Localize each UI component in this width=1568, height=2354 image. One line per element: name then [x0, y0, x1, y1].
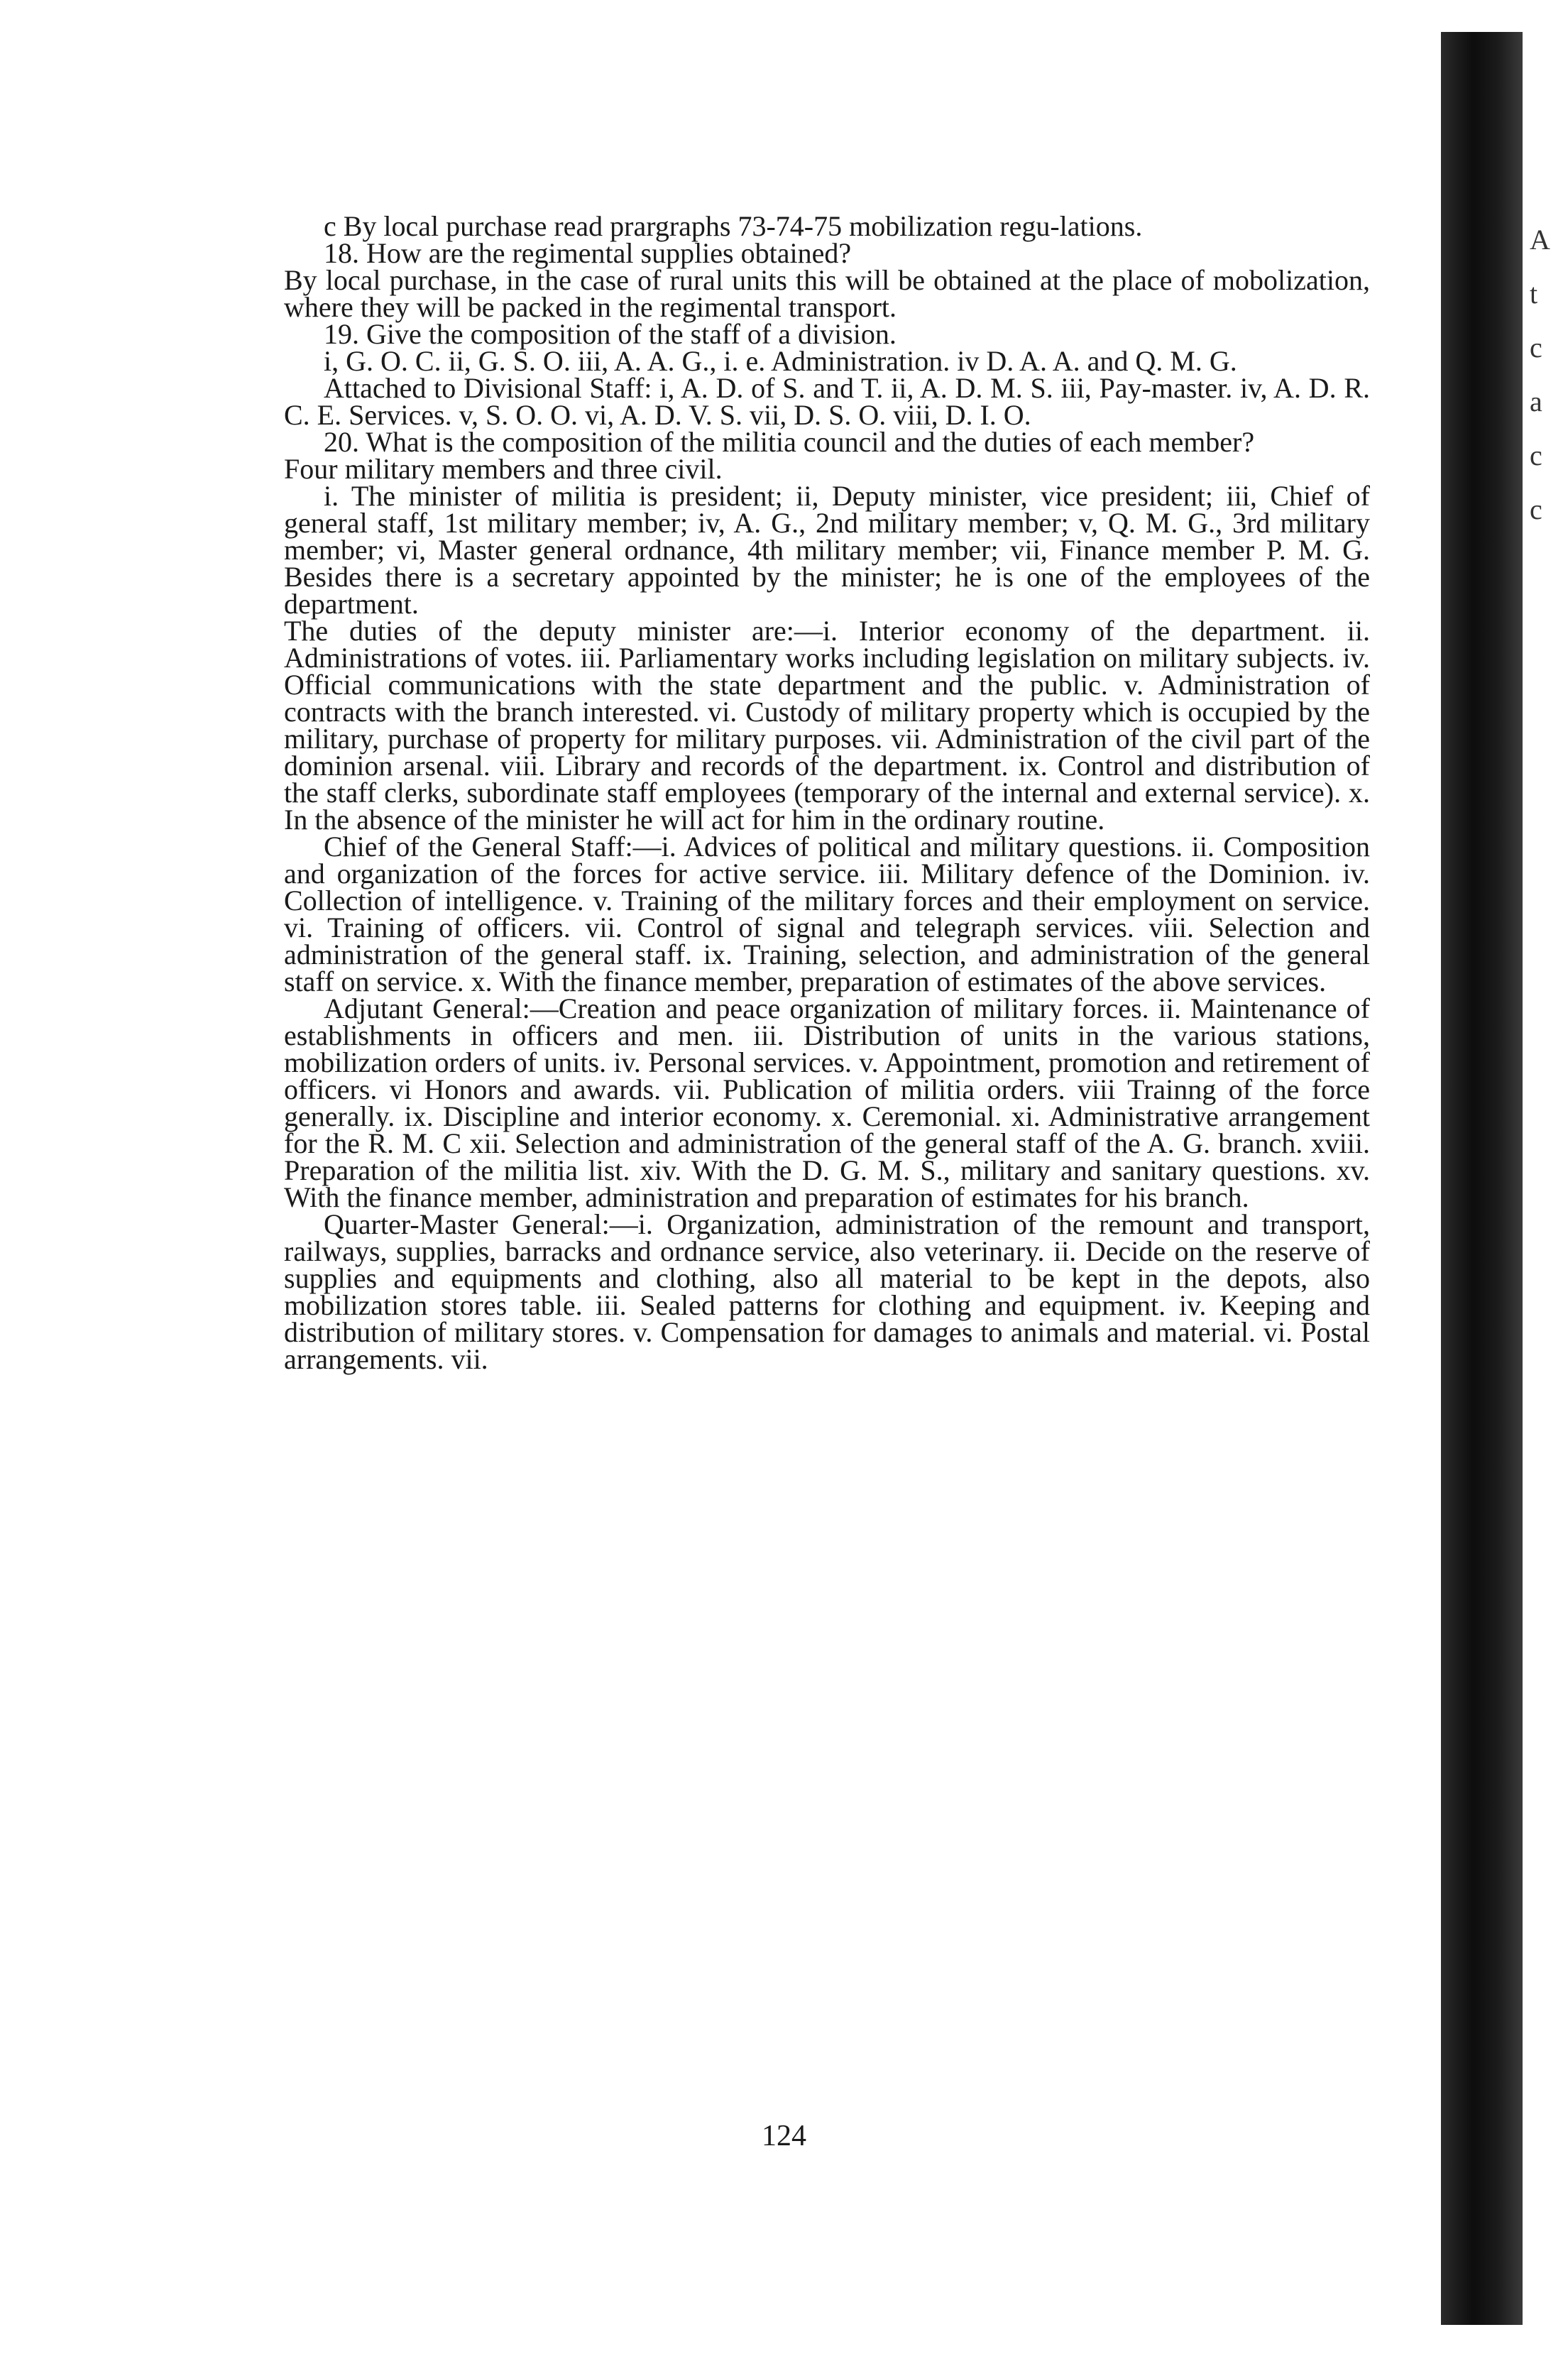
edge-glyph: c	[1530, 332, 1542, 363]
answer-20-summary: Four military members and three civil.	[284, 453, 723, 485]
edge-glyph: c	[1530, 493, 1542, 525]
answer-18: By local purchase, in the case of rural units this will be obtained at the place of mobolization, where they will be packed in the regimental transport.	[284, 264, 1370, 323]
edge-glyph: A	[1530, 224, 1550, 256]
page-body	[284, 210, 1370, 1375]
adjacent-page-fragments	[1530, 213, 1558, 537]
answer-20-members: i. The minister of militia is president; ii, Deputy minister, vice president; iii, Chief of general staff, 1st military member; iv, A. G., 2nd military member; v, Q. M. G., 3rd military member; vi, Master general ordnance, 4th military member; vii, Finance member P. M. G. Besides there is a secretary appointed by the minister; he is one of the employees of the department.	[284, 480, 1370, 620]
quarter-master-general-duties: Quarter-Master General:—i. Organization, administration of the remount and transport, railways, supplies, barracks and ordnance service, also veterinary. ii. Decide on the reserve of supplies and equipments and clothing, also all material to be kept in the depots, also mobilization stores table. iii. Sealed patterns for clothing and equipment. iv. Keeping and distribution of military stores. v. Compensation for damages to animals and material. vi. Postal arrangements. vii.	[284, 1208, 1370, 1375]
edge-glyph: a	[1530, 385, 1542, 417]
answer-19-attached: Attached to Divisional Staff: i, A. D. of S. and T. ii, A. D. M. S. iii, Pay-master. iv, A. D. R. C. E. Services. v, S. O. O. vi, A. D. V. S. vii, D. S. O. viii, D. I. O.	[284, 372, 1370, 431]
edge-glyph: c	[1530, 439, 1542, 471]
adjutant-general-duties: Adjutant General:—Creation and peace organization of military forces. ii. Maintenance of establishments in officers and men. iii. Distribution of units in the various stations, mobilization orders of units. iv. Personal services. v. Appointment, promotion and retirement of officers. vi Honors and awards. vii. Publication of militia orders. viii Trainng of the force generally. ix. Discipline and interior economy. x. Ceremonial. xi. Administrative arrangement for the R. M. C xii. Selection and administration of the general staff of the A. G. branch. xviii. Preparation of the militia list. xiv. With the D. G. M. S., military and sanitary questions. xv. With the finance member, administration and preparation of estimates for his branch.	[284, 992, 1370, 1213]
question-19: 19. Give the composition of the staff of a division.	[324, 318, 897, 350]
answer-19-staff: i, G. O. C. ii, G. S. O. iii, A. A. G., i. e. Administration. iv D. A. A. and Q. M. G.	[324, 345, 1237, 377]
scan-binding-edge	[1441, 32, 1523, 2325]
question-20: 20. What is the composition of the militia council and the duties of each member?	[324, 426, 1255, 458]
question-18: 18. How are the regimental supplies obtained?	[324, 237, 852, 269]
edge-glyph: t	[1530, 278, 1538, 310]
deputy-minister-duties: The duties of the deputy minister are:—i. Interior economy of the department. ii. Administrations of votes. iii. Parliamentary works including legislation on military subjects. iv. Official communications with the state department and the public. v. Administration of contracts with the branch interested. vi. Custody of military property which is occupied by the military, purchase of property for military purposes. vii. Administration of the civil part of the dominion arsenal. viii. Library and records of the department. ix. Control and distribution of the staff clerks, subordinate staff employees (temporary of the internal and external service). x. In the absence of the minister he will act for him in the ordinary routine.	[284, 615, 1370, 836]
chief-general-staff-duties: Chief of the General Staff:—i. Advices of political and military questions. ii. Composition and organization of the forces for active service. iii. Military defence of the Dominion. iv. Collection of intelligence. v. Training of the military forces and their employment on service. vi. Training of officers. vii. Control of signal and telegraph services. viii. Selection and administration of the general staff. ix. Training, selection, and administration of the general staff on service. x. With the finance member, preparation of estimates of the above services.	[284, 831, 1370, 997]
page-number: 124	[762, 2120, 806, 2152]
paragraph-purchase-note: c By local purchase read prargraphs 73-74-75 mobilization regu-lations.	[324, 210, 1143, 242]
